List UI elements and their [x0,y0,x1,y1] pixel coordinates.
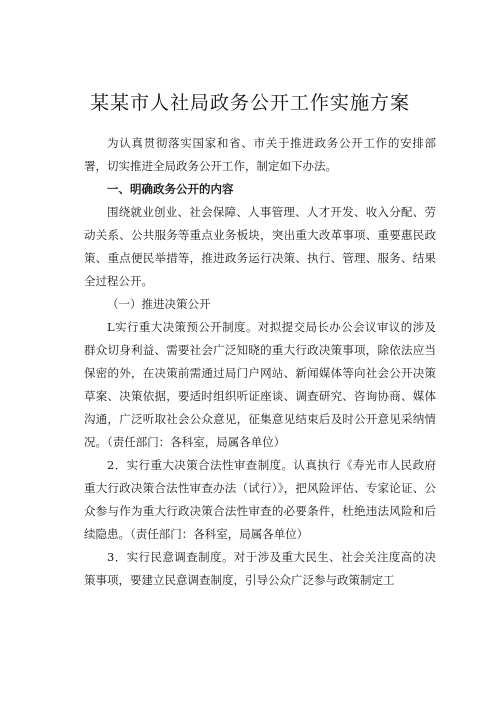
item-paragraph-1: L实行重大决策预公开制度。对拟提交局长办公会议审议的涉及群众切身利益、需要社会广泛知晓的重大行政决策事项，除依法应当保密的外，在决策前需通过局门户网站、新闻媒体等向社会公开决策草案、决策依据，要适时组织听证座谈、调查研究、咨询协商、媒体沟通，广泛听取社会公众意见，征集意见结束后及时公开意见采纳情况。（责任部门：各科室，局属各单位） [84,320,436,449]
document-body [84,132,436,592]
document-title: 某某市人社局政务公开工作实施方案 [89,92,410,114]
item-paragraph-2: 2．实行重大决策合法性审查制度。认真执行《寿光市人民政府重大行政决策合法性审查办法（试行）》，把风险评估、专家论证、公众参与作为重大行政决策合法性审查的必要条件，杜绝违法风险和后续隐患。（责任部门：各科室，局属各单位） [84,458,436,541]
section-heading: 一、明确政务公开的内容 [107,182,234,196]
item-paragraph-3: 3．实行民意调查制度。对于涉及重大民生、社会关注度高的决策事项，要建立民意调查制度，引导公众广泛参与政策制定工 [84,550,436,587]
intro-paragraph: 为认真贯彻落实国家和省、市关于推进政务公开工作的安排部署，切实推进全局政务公开工作，制定如下办法。 [84,136,436,173]
section-paragraph: 围绕就业创业、社会保障、人事管理、人才开发、收入分配、劳动关系、公共服务等重点业务板块，突出重大改革事项、重要惠民政策、重点便民举措等，推进政务运行决策、执行、管理、服务、结果全过程公开。 [84,205,436,288]
subsection-heading: （一）推进决策公开 [107,297,211,311]
